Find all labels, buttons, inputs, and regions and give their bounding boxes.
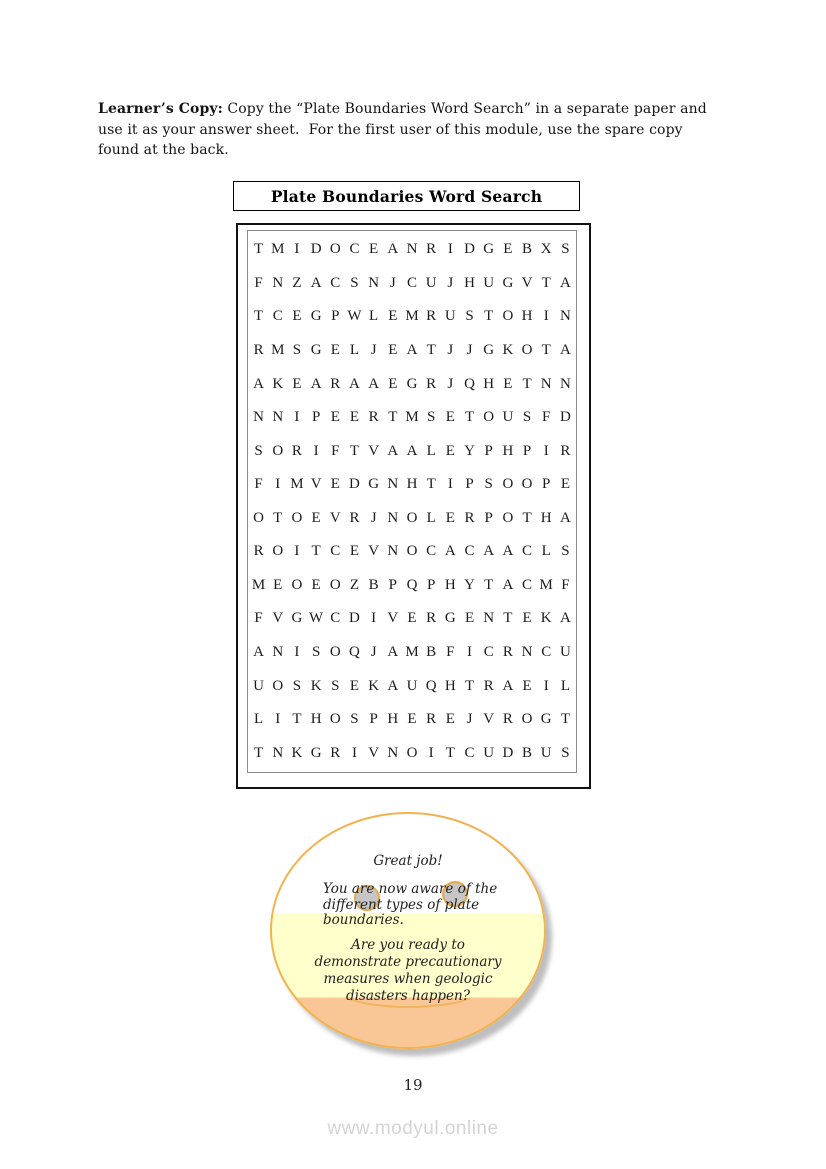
grid-letter: A xyxy=(406,341,418,358)
grid-letter: G xyxy=(540,711,552,728)
grid-letter: K xyxy=(310,677,322,694)
grid-letter: E xyxy=(292,308,302,325)
grid-letter: L xyxy=(254,711,264,728)
grid-letter: C xyxy=(349,241,360,258)
grid-letter: J xyxy=(447,341,454,358)
grid-letter: J xyxy=(466,711,473,728)
grid-letter: G xyxy=(444,610,456,627)
grid-letter: R xyxy=(483,677,494,694)
grid-letter: J xyxy=(370,644,377,661)
grid-letter: Q xyxy=(464,375,475,392)
grid-letter: O xyxy=(521,711,533,728)
grid-letter: M xyxy=(271,341,285,358)
grid-letter: F xyxy=(254,274,263,291)
grid-letter: P xyxy=(484,509,493,526)
grid-letter: P xyxy=(522,442,532,459)
grid-letter: A xyxy=(444,543,456,560)
grid-letter: T xyxy=(292,711,302,728)
grid-letter: O xyxy=(329,241,341,258)
grid-letter: E xyxy=(273,576,283,593)
grid-letter: O xyxy=(406,509,418,526)
grid-letter: I xyxy=(371,610,377,627)
intro-line-1: Copy the “Plate Boundaries Word Search” in a separate paper and xyxy=(222,101,707,117)
grid-letter: I xyxy=(447,241,453,258)
grid-letter: E xyxy=(388,375,398,392)
grid-letter: A xyxy=(406,442,418,459)
grid-letter: T xyxy=(541,274,551,291)
grid-letter: N xyxy=(559,375,571,392)
intro-label: Learner’s Copy: xyxy=(98,101,223,117)
grid-letter: R xyxy=(330,375,341,392)
grid-letter: B xyxy=(522,241,533,258)
grid-letter: M xyxy=(405,308,419,325)
grid-letter: H xyxy=(406,476,418,493)
grid-letter: E xyxy=(349,543,360,560)
grid-letter: S xyxy=(311,644,321,661)
grid-letter: E xyxy=(311,509,321,526)
grid-letter: E xyxy=(503,241,513,258)
grid-letter: N xyxy=(387,744,399,761)
grid-letter: M xyxy=(539,576,553,593)
grid-letter: N xyxy=(272,744,284,761)
grid-letter: G xyxy=(310,744,322,761)
grid-letter: R xyxy=(426,308,437,325)
grid-letter: G xyxy=(310,341,322,358)
grid-letter: Z xyxy=(349,576,360,593)
grid-letter: E xyxy=(407,610,417,627)
grid-letter: P xyxy=(542,476,551,493)
grid-letter: N xyxy=(521,644,533,661)
grid-letter: O xyxy=(253,509,264,526)
intro-line-2: use it as your answer sheet. For the first user of this module, use the spare copy xyxy=(98,121,683,138)
grid-letter: D xyxy=(559,409,571,426)
word-search-grid-inner xyxy=(247,230,577,773)
grid-letter: T xyxy=(426,341,436,358)
grid-letter: O xyxy=(502,476,514,493)
page-number: 19 xyxy=(403,1076,423,1094)
grid-letter: G xyxy=(483,341,495,358)
grid-letter: Y xyxy=(464,576,475,593)
grid-letter: T xyxy=(426,476,436,493)
grid-letter: A xyxy=(253,375,264,392)
grid-letter: Q xyxy=(349,644,360,661)
grid-letter: U xyxy=(483,744,495,761)
grid-letter: T xyxy=(464,409,475,426)
grid-letter: E xyxy=(407,711,417,728)
grid-letter: A xyxy=(349,375,360,392)
grid-letter: T xyxy=(388,409,398,426)
grid-letter: K xyxy=(272,375,284,392)
grid-letter: O xyxy=(329,576,341,593)
grid-letter: L xyxy=(369,308,379,325)
bubble-line: Are you ready to xyxy=(351,937,465,953)
grid-letter: M xyxy=(271,241,285,258)
grid-letter: E xyxy=(349,409,360,426)
grid-letter: T xyxy=(522,509,532,526)
bubble-text xyxy=(272,814,544,1047)
grid-letter: S xyxy=(254,442,263,459)
grid-letter: T xyxy=(273,509,283,526)
grid-letter: L xyxy=(349,341,360,358)
grid-letter: A xyxy=(559,341,571,358)
grid-letter: N xyxy=(368,274,380,291)
grid-letter: Z xyxy=(292,274,302,291)
grid-letter: I xyxy=(428,744,434,761)
grid-letter: N xyxy=(483,610,495,627)
grid-letter: A xyxy=(387,677,399,694)
grid-letter: I xyxy=(275,711,281,728)
grid-letter: G xyxy=(502,274,514,291)
grid-letter: U xyxy=(483,274,495,291)
grid-letter: S xyxy=(484,476,493,493)
grid-letter: S xyxy=(561,543,570,560)
grid-letter: A xyxy=(502,677,514,694)
grid-letter: A xyxy=(559,509,571,526)
grid-letter: A xyxy=(253,644,264,661)
grid-letter: H xyxy=(521,308,533,325)
grid-letter: C xyxy=(522,543,533,560)
grid-letter: E xyxy=(388,341,398,358)
grid-letter: K xyxy=(540,610,552,627)
grid-letter: T xyxy=(522,375,532,392)
grid-letter: E xyxy=(445,409,455,426)
grid-letter: V xyxy=(387,610,399,627)
grid-letter: J xyxy=(389,274,396,291)
grid-letter: N xyxy=(272,409,284,426)
grid-letter: I xyxy=(294,409,300,426)
grid-letter: A xyxy=(387,644,399,661)
grid-letter: E xyxy=(522,677,532,694)
grid-letter: I xyxy=(294,543,300,560)
grid-letter: U xyxy=(502,409,514,426)
grid-letter: P xyxy=(426,576,436,593)
smiley-bubble xyxy=(270,812,546,1049)
grid-letter: O xyxy=(329,711,341,728)
grid-letter: T xyxy=(484,308,494,325)
grid-letter: P xyxy=(388,576,397,593)
grid-letter: O xyxy=(406,744,418,761)
grid-letter: N xyxy=(272,644,284,661)
grid-letter: K xyxy=(502,341,514,358)
grid-letter: B xyxy=(368,576,379,593)
grid-letter: C xyxy=(541,644,552,661)
grid-letter: S xyxy=(350,274,359,291)
grid-letter: R xyxy=(426,375,437,392)
grid-letter: V xyxy=(483,711,495,728)
grid-letter: W xyxy=(347,308,362,325)
grid-letter: K xyxy=(291,744,303,761)
grid-letter: L xyxy=(426,509,436,526)
grid-letter: H xyxy=(444,576,456,593)
grid-letter: W xyxy=(309,610,324,627)
grid-letter: R xyxy=(253,543,264,560)
grid-letter: C xyxy=(330,543,341,560)
grid-letter: T xyxy=(464,677,475,694)
grid-letter: V xyxy=(368,543,380,560)
grid-letter: C xyxy=(330,274,341,291)
grid-letter: A xyxy=(483,543,495,560)
grid-letter: I xyxy=(543,442,549,459)
grid-letter: C xyxy=(464,543,475,560)
bubble-line: You are now aware of the xyxy=(323,881,498,897)
grid-letter: I xyxy=(313,442,319,459)
grid-letter: F xyxy=(254,610,263,627)
grid-letter: R xyxy=(502,644,513,661)
grid-letter: H xyxy=(310,711,322,728)
watermark: www.modyul.online xyxy=(327,1118,499,1139)
grid-letter: P xyxy=(311,409,321,426)
grid-letter: H xyxy=(464,274,475,291)
bubble-line: measures when geologic xyxy=(323,971,493,987)
grid-letter: R xyxy=(253,341,264,358)
grid-letter: M xyxy=(290,476,304,493)
grid-letter: U xyxy=(253,677,264,694)
grid-letter: N xyxy=(406,241,418,258)
grid-letter: O xyxy=(521,341,533,358)
grid-letter: R xyxy=(349,509,360,526)
grid-letter: I xyxy=(543,308,549,325)
grid-letter: E xyxy=(292,375,302,392)
grid-letter: D xyxy=(310,241,322,258)
grid-letter: E xyxy=(445,509,455,526)
grid-letter: J xyxy=(370,509,377,526)
grid-letter: G xyxy=(291,610,303,627)
grid-letter: O xyxy=(291,509,303,526)
bubble-paragraph-1 xyxy=(323,882,497,929)
grid-letter: H xyxy=(444,677,456,694)
grid-letter: C xyxy=(483,644,494,661)
intro-paragraph xyxy=(98,99,758,161)
grid-letter: L xyxy=(426,442,436,459)
grid-letter: I xyxy=(294,241,300,258)
bubble-line: different types of plate xyxy=(323,896,480,913)
word-search-title: Plate Boundaries Word Search xyxy=(270,186,543,206)
grid-letter: J xyxy=(370,341,377,358)
grid-letter: S xyxy=(350,711,359,728)
grid-letter: A xyxy=(502,543,514,560)
grid-letter: O xyxy=(329,644,341,661)
grid-letter: R xyxy=(368,409,379,426)
grid-letter: C xyxy=(464,744,475,761)
grid-letter: N xyxy=(540,375,552,392)
grid-letter: R xyxy=(426,711,437,728)
grid-letter: I xyxy=(294,644,300,661)
grid-letter: E xyxy=(330,476,340,493)
grid-letter: Q xyxy=(406,576,418,593)
grid-letter: F xyxy=(561,576,570,593)
grid-letter: E xyxy=(522,610,532,627)
grid-letter: B xyxy=(522,744,533,761)
grid-letter: A xyxy=(502,576,514,593)
grid-letter: S xyxy=(561,241,570,258)
grid-letter: O xyxy=(521,476,533,493)
grid-letter: E xyxy=(503,375,513,392)
bubble-line: disasters happen? xyxy=(346,988,470,1004)
grid-letter: H xyxy=(387,711,399,728)
grid-letter: A xyxy=(559,274,571,291)
grid-letter: I xyxy=(467,644,473,661)
grid-letter: I xyxy=(543,677,549,694)
grid-letter: J xyxy=(466,341,473,358)
grid-letter: E xyxy=(311,576,321,593)
grid-letter: N xyxy=(272,274,284,291)
grid-letter: T xyxy=(541,341,551,358)
grid-letter: F xyxy=(542,409,551,426)
grid-letter: C xyxy=(330,610,341,627)
grid-letter: H xyxy=(540,509,552,526)
grid-letter: E xyxy=(560,476,570,493)
grid-letter: U xyxy=(444,308,456,325)
grid-letter: P xyxy=(369,711,378,728)
grid-letter: T xyxy=(311,543,321,560)
grid-letter: A xyxy=(387,442,399,459)
bubble-line: boundaries. xyxy=(323,912,404,928)
grid-letter: R xyxy=(330,744,341,761)
grid-letter: R xyxy=(426,610,437,627)
grid-letter: A xyxy=(310,375,322,392)
grid-letter: E xyxy=(369,241,379,258)
grid-letter: F xyxy=(446,644,455,661)
grid-letter: M xyxy=(405,644,419,661)
grid-letter: A xyxy=(387,241,399,258)
grid-letter: S xyxy=(522,409,532,426)
grid-letter: P xyxy=(465,476,474,493)
grid-letter: S xyxy=(292,341,302,358)
grid-letter: I xyxy=(275,476,281,493)
grid-letter: D xyxy=(349,476,360,493)
grid-letter: R xyxy=(464,509,475,526)
grid-letter: A xyxy=(368,375,380,392)
grid-letter: R xyxy=(291,442,302,459)
grid-letter: M xyxy=(251,576,266,593)
grid-letter: T xyxy=(254,241,264,258)
grid-letter: E xyxy=(349,677,360,694)
grid-letter: C xyxy=(426,543,437,560)
grid-letter: T xyxy=(503,610,513,627)
grid-letter: D xyxy=(502,744,514,761)
grid-letter: H xyxy=(483,375,495,392)
grid-letter: O xyxy=(406,543,418,560)
grid-letter: J xyxy=(447,274,454,291)
grid-letter: N xyxy=(387,509,399,526)
grid-letter: F xyxy=(254,476,263,493)
grid-letter: B xyxy=(426,644,437,661)
grid-letter: O xyxy=(272,543,284,560)
grid-letter: V xyxy=(521,274,533,291)
grid-letter: T xyxy=(254,308,264,325)
grid-letter: L xyxy=(541,543,551,560)
grid-letter: N xyxy=(559,308,571,325)
grid-letter: C xyxy=(406,274,417,291)
grid-letter: O xyxy=(291,576,303,593)
grid-letter: U xyxy=(559,644,571,661)
grid-letter: O xyxy=(483,409,495,426)
grid-letter: S xyxy=(331,677,340,694)
grid-letter: O xyxy=(502,509,514,526)
grid-letter: E xyxy=(445,442,455,459)
grid-letter: R xyxy=(560,442,571,459)
grid-letter: M xyxy=(405,409,419,426)
grid-letter: T xyxy=(484,576,494,593)
grid-letter: E xyxy=(445,711,455,728)
grid-letter: U xyxy=(540,744,552,761)
grid-letter: P xyxy=(484,442,493,459)
grid-letter: A xyxy=(310,274,322,291)
grid-letter: C xyxy=(522,576,533,593)
grid-letter: G xyxy=(310,308,322,325)
bubble-greeting: Great job! xyxy=(373,853,443,869)
grid-letter: D xyxy=(464,241,475,258)
bubble-paragraph-2 xyxy=(272,937,544,1005)
grid-letter: T xyxy=(349,442,360,459)
grid-letter: E xyxy=(388,308,398,325)
grid-letter: G xyxy=(406,375,418,392)
grid-letter: G xyxy=(483,241,495,258)
grid-letter: T xyxy=(254,744,264,761)
grid-letter: P xyxy=(331,308,340,325)
grid-letter: E xyxy=(330,409,340,426)
grid-letter: A xyxy=(559,610,571,627)
grid-letter: R xyxy=(502,711,513,728)
grid-letter: L xyxy=(560,677,570,694)
grid-letter: S xyxy=(561,744,570,761)
grid-letter: H xyxy=(502,442,514,459)
grid-letter: C xyxy=(272,308,283,325)
word-search-grid xyxy=(236,223,591,789)
grid-letter: K xyxy=(368,677,380,694)
grid-letter: I xyxy=(351,744,357,761)
grid-letter: V xyxy=(329,509,341,526)
grid-letter: U xyxy=(425,274,437,291)
grid-letter: F xyxy=(331,442,340,459)
grid-letter: D xyxy=(349,610,360,627)
grid-letter: Y xyxy=(464,442,475,459)
grid-letter: X xyxy=(540,241,552,258)
grid-letter: E xyxy=(464,610,475,627)
grid-letter: V xyxy=(368,744,380,761)
grid-letter: N xyxy=(253,409,264,426)
grid-letter: E xyxy=(330,341,340,358)
grid-letter: O xyxy=(272,442,284,459)
bubble-line: demonstrate precautionary xyxy=(314,954,502,970)
grid-letter: R xyxy=(426,241,437,258)
grid-letter: U xyxy=(406,677,418,694)
grid-letter: O xyxy=(502,308,514,325)
intro-line-3: found at the back. xyxy=(98,142,229,158)
grid-letter: T xyxy=(560,711,570,728)
grid-letter: S xyxy=(465,308,474,325)
grid-letter: V xyxy=(272,610,284,627)
grid-letter: S xyxy=(292,677,302,694)
grid-letter: I xyxy=(447,476,453,493)
grid-letter: T xyxy=(445,744,455,761)
grid-letter: N xyxy=(387,476,399,493)
grid-letter: V xyxy=(368,442,380,459)
grid-letter: J xyxy=(447,375,454,392)
grid-letter: N xyxy=(387,543,399,560)
grid-letter: G xyxy=(368,476,380,493)
grid-letter: O xyxy=(272,677,284,694)
grid-letter: V xyxy=(310,476,322,493)
word-search-title-box xyxy=(233,181,580,211)
grid-letter: Q xyxy=(425,677,437,694)
grid-letter: S xyxy=(426,409,436,426)
